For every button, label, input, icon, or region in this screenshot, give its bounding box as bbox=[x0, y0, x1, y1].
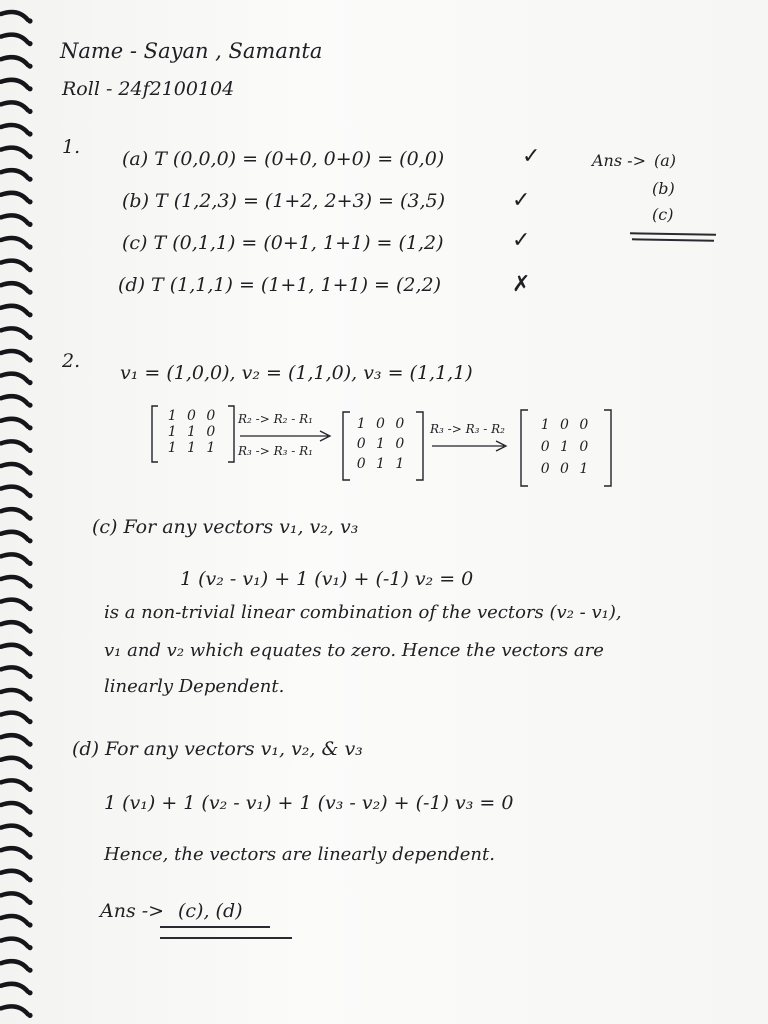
spiral-hole bbox=[27, 357, 32, 362]
spiral-ring bbox=[1, 1006, 28, 1014]
matrix1-row-2: 1 1 0 bbox=[167, 424, 219, 440]
spiral-hole bbox=[27, 809, 32, 814]
spiral-ring bbox=[1, 713, 28, 721]
spiral-hole bbox=[27, 86, 32, 91]
spiral-hole bbox=[27, 425, 32, 430]
spiral-hole bbox=[27, 199, 32, 204]
spiral-hole bbox=[27, 696, 32, 701]
matrix3-row-3: 0 0 1 bbox=[540, 461, 592, 477]
spiral-hole bbox=[27, 538, 32, 543]
spiral-ring bbox=[1, 758, 28, 766]
q2-vectors: v₁ = (1,0,0), v₂ = (1,1,0), v₃ = (1,1,1) bbox=[120, 362, 473, 384]
spiral-hole bbox=[27, 131, 32, 136]
q1-b-check-mark: ✓ bbox=[512, 188, 531, 213]
spiral-ring bbox=[1, 893, 28, 901]
spiral-ring bbox=[1, 622, 28, 630]
spiral-ring bbox=[1, 57, 28, 65]
spiral-hole bbox=[27, 900, 32, 905]
spiral-ring bbox=[1, 487, 28, 495]
q1-a-check-mark: ✓ bbox=[522, 144, 541, 169]
spiral-hole bbox=[27, 41, 32, 46]
spiral-ring bbox=[1, 170, 28, 178]
row-op-r3-second: R₃ -> R₃ - R₂ bbox=[430, 422, 505, 436]
matrix2-row-2: 0 1 0 bbox=[356, 436, 408, 452]
spiral-ring bbox=[1, 12, 28, 20]
spiral-ring bbox=[1, 690, 28, 698]
q1-d-cross-mark: ✗ bbox=[512, 272, 531, 297]
q1-answer-b: (b) bbox=[652, 179, 675, 198]
q1-line-a: (a) T (0,0,0) = (0+0, 0+0) = (0,0) bbox=[122, 148, 445, 170]
spiral-ring bbox=[1, 80, 28, 88]
spiral-binding bbox=[0, 0, 40, 1024]
spiral-hole bbox=[27, 990, 32, 995]
spiral-ring bbox=[1, 102, 28, 110]
matrix3 bbox=[530, 414, 602, 480]
q1-answer-label: Ans -> bbox=[592, 151, 646, 170]
spiral-hole bbox=[27, 18, 32, 23]
q1-answer-a: (a) bbox=[654, 151, 677, 170]
spiral-ring bbox=[1, 509, 28, 517]
spiral-ring bbox=[1, 803, 28, 811]
spiral-ring bbox=[1, 441, 28, 449]
spiral-hole bbox=[27, 244, 32, 249]
spiral-hole bbox=[27, 674, 32, 679]
part-d-equation: 1 (v₁) + 1 (v₂ - v₁) + 1 (v₃ - v₂) + (-1) v₃ = 0 bbox=[104, 792, 514, 814]
spiral-ring bbox=[1, 238, 28, 246]
q1-answer-underline-1 bbox=[630, 232, 716, 235]
row-op-r3: R₃ -> R₃ - R₁ bbox=[238, 444, 313, 458]
spiral-hole bbox=[27, 922, 32, 927]
matrix1 bbox=[162, 408, 224, 456]
part-d-conclusion: Hence, the vectors are linearly dependent. bbox=[104, 844, 495, 865]
spiral-hole bbox=[27, 651, 32, 656]
spiral-hole bbox=[27, 335, 32, 340]
spiral-hole bbox=[27, 629, 32, 634]
spiral-ring bbox=[1, 419, 28, 427]
q2-answer-label: Ans -> bbox=[100, 900, 165, 922]
spiral-ring bbox=[1, 577, 28, 585]
q2-answer-underline-2 bbox=[160, 937, 292, 939]
spiral-ring bbox=[1, 125, 28, 133]
spiral-ring bbox=[1, 148, 28, 156]
q1-answer-c: (c) bbox=[652, 205, 674, 224]
student-name: Name - Sayan , Samanta bbox=[60, 39, 323, 63]
spiral-hole bbox=[27, 64, 32, 69]
spiral-ring bbox=[1, 351, 28, 359]
spiral-hole bbox=[27, 177, 32, 182]
spiral-hole bbox=[27, 516, 32, 521]
matrix2 bbox=[350, 414, 414, 474]
q2-answer-underline-1 bbox=[160, 926, 270, 928]
spiral-ring bbox=[1, 735, 28, 743]
spiral-ring bbox=[1, 667, 28, 675]
spiral-hole bbox=[27, 606, 32, 611]
spiral-ring bbox=[1, 396, 28, 404]
q1-line-b: (b) T (1,2,3) = (1+2, 2+3) = (3,5) bbox=[122, 190, 446, 212]
spiral-ring bbox=[1, 328, 28, 336]
row-op-arrow-1 bbox=[238, 430, 334, 442]
q1-c-check-mark: ✓ bbox=[512, 228, 531, 253]
spiral-hole bbox=[27, 764, 32, 769]
spiral-hole bbox=[27, 945, 32, 950]
spiral-hole bbox=[27, 380, 32, 385]
matrix2-row-3: 0 1 1 bbox=[356, 456, 408, 472]
spiral-ring bbox=[1, 600, 28, 608]
q2-number: 2. bbox=[62, 350, 81, 372]
matrix1-row-3: 1 1 1 bbox=[167, 440, 219, 456]
spiral-hole bbox=[27, 222, 32, 227]
row-op-r2: R₂ -> R₂ - R₁ bbox=[238, 412, 313, 426]
part-d-intro: (d) For any vectors v₁, v₂, & v₃ bbox=[72, 738, 363, 760]
spiral-ring bbox=[1, 939, 28, 947]
spiral-hole bbox=[27, 493, 32, 498]
spiral-hole bbox=[27, 403, 32, 408]
spiral-hole bbox=[27, 832, 32, 837]
row-op-arrow-2 bbox=[430, 440, 514, 452]
matrix3-row-1: 1 0 0 bbox=[540, 417, 592, 433]
part-c-text-line-1: is a non-trivial linear combination of the vectors (v₂ - v₁), bbox=[104, 602, 622, 623]
spiral-ring bbox=[1, 193, 28, 201]
spiral-ring bbox=[1, 283, 28, 291]
spiral-hole bbox=[27, 787, 32, 792]
spiral-ring bbox=[1, 916, 28, 924]
spiral-ring bbox=[1, 961, 28, 969]
spiral-ring bbox=[1, 871, 28, 879]
spiral-hole bbox=[27, 312, 32, 317]
q2-answer: (c), (d) bbox=[178, 900, 243, 922]
spiral-ring bbox=[1, 464, 28, 472]
spiral-ring bbox=[1, 848, 28, 856]
part-c-text-line-3: linearly Dependent. bbox=[104, 676, 285, 697]
spiral-ring bbox=[1, 532, 28, 540]
spiral-hole bbox=[27, 855, 32, 860]
spiral-ring bbox=[1, 215, 28, 223]
spiral-hole bbox=[27, 968, 32, 973]
part-c-intro: (c) For any vectors v₁, v₂, v₃ bbox=[92, 516, 359, 538]
part-c-equation: 1 (v₂ - v₁) + 1 (v₁) + (-1) v₂ = 0 bbox=[180, 568, 474, 590]
matrix1-row-1: 1 0 0 bbox=[167, 408, 219, 424]
spiral-ring bbox=[1, 645, 28, 653]
spiral-ring bbox=[1, 780, 28, 788]
spiral-hole bbox=[27, 561, 32, 566]
spiral-ring bbox=[1, 35, 28, 43]
q1-answer-underline-2 bbox=[632, 238, 714, 241]
spiral-hole bbox=[27, 719, 32, 724]
spiral-hole bbox=[27, 109, 32, 114]
spiral-hole bbox=[27, 470, 32, 475]
part-c-text-line-2: v₁ and v₂ which equates to zero. Hence the vectors are bbox=[104, 640, 604, 661]
spiral-hole bbox=[27, 742, 32, 747]
spiral-ring bbox=[1, 826, 28, 834]
spiral-hole bbox=[27, 877, 32, 882]
spiral-hole bbox=[27, 1013, 32, 1018]
q1-line-c: (c) T (0,1,1) = (0+1, 1+1) = (1,2) bbox=[122, 232, 444, 254]
q1-line-d: (d) T (1,1,1) = (1+1, 1+1) = (2,2) bbox=[118, 274, 442, 296]
matrix2-row-1: 1 0 0 bbox=[356, 416, 408, 432]
spiral-ring bbox=[1, 554, 28, 562]
roll-number: Roll - 24f2100104 bbox=[62, 78, 235, 100]
spiral-ring bbox=[1, 374, 28, 382]
spiral-ring bbox=[1, 306, 28, 314]
q1-number: 1. bbox=[62, 136, 81, 158]
spiral-ring bbox=[1, 984, 28, 992]
spiral-hole bbox=[27, 448, 32, 453]
spiral-hole bbox=[27, 267, 32, 272]
matrix3-row-2: 0 1 0 bbox=[540, 439, 592, 455]
spiral-hole bbox=[27, 290, 32, 295]
spiral-hole bbox=[27, 583, 32, 588]
spiral-ring bbox=[1, 261, 28, 269]
spiral-hole bbox=[27, 154, 32, 159]
